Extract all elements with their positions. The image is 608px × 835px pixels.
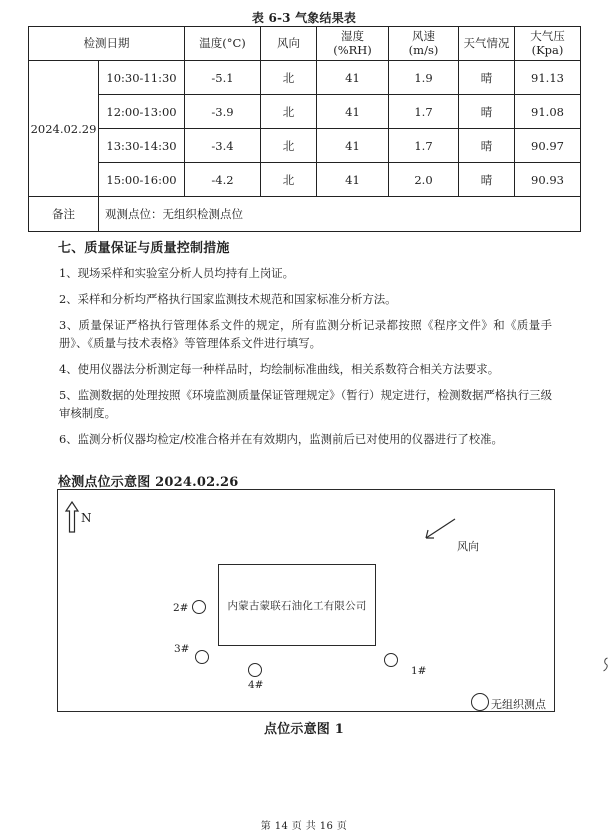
quality-measures-list <box>59 264 552 456</box>
paragraph-item: 5、监测数据的处理按照《环境监测质量保证管理规定》（暂行）规定进行，检测数据严格执行三级审核制度。 <box>59 388 552 420</box>
table-row <box>29 95 581 129</box>
header-date: 检测日期 <box>29 27 185 61</box>
monitoring-point-diagram <box>57 489 555 712</box>
wind-direction-arrow-icon <box>423 517 457 541</box>
edge-mark-icon <box>603 657 608 672</box>
temperature-cell: -3.4 <box>185 129 261 163</box>
remark-label: 备注 <box>29 197 99 232</box>
point-2-marker <box>192 600 206 614</box>
diagram-caption: 点位示意图 1 <box>264 722 344 737</box>
paragraph-item: 4、使用仪器法分析测定每一种样品时，均绘制标准曲线，相关系数符合相关方法要求。 <box>59 362 500 376</box>
wind-direction-label: 风向 <box>457 540 479 553</box>
paragraph-item: 6、监测分析仪器均检定/校准合格并在有效期内，监测前后已对使用的仪器进行了校准。 <box>59 432 503 446</box>
temperature-cell: -5.1 <box>185 61 261 95</box>
time-cell: 12:00-13:00 <box>99 95 185 129</box>
wind-speed-cell: 2.0 <box>389 163 459 197</box>
table-row <box>29 61 581 95</box>
pressure-cell: 91.13 <box>515 61 581 95</box>
table-row <box>29 163 581 197</box>
point-label: 1# <box>411 665 427 677</box>
point-3-marker <box>195 650 209 664</box>
table-header-row <box>29 27 581 61</box>
header-humidity: 湿度 (%RH) <box>317 27 389 61</box>
point-label: 2# <box>173 602 189 614</box>
wind-speed-cell: 1.9 <box>389 61 459 95</box>
page-footer: 第 14 页 共 16 页 <box>260 821 348 832</box>
diagram-title: 检测点位示意图 2024.02.26 <box>58 475 239 490</box>
temperature-cell: -4.2 <box>185 163 261 197</box>
wind-direction-cell: 北 <box>261 61 317 95</box>
wind-direction-cell: 北 <box>261 129 317 163</box>
wind-direction-cell: 北 <box>261 95 317 129</box>
wind-speed-cell: 1.7 <box>389 95 459 129</box>
wind-direction-cell: 北 <box>261 163 317 197</box>
time-cell: 10:30-11:30 <box>99 61 185 95</box>
table-row <box>29 129 581 163</box>
time-cell: 13:30-14:30 <box>99 129 185 163</box>
north-label: N <box>81 511 92 525</box>
pressure-cell: 90.93 <box>515 163 581 197</box>
header-weather: 天气情况 <box>459 27 515 61</box>
legend-label: 无组织测点 <box>491 698 546 711</box>
paragraph-item: 3、质量保证严格执行管理体系文件的规定，所有监测分析记录都按照《程序文件》和《质量手册》、《质量与技术表格》等管理体系文件进行填写。 <box>59 318 552 350</box>
humidity-cell: 41 <box>317 95 389 129</box>
weather-cell: 晴 <box>459 163 515 197</box>
header-wind-speed: 风速 (m/s) <box>389 27 459 61</box>
humidity-cell: 41 <box>317 163 389 197</box>
paragraph-item: 2、采样和分析均严格执行国家监测技术规范和国家标准分析方法。 <box>59 292 397 306</box>
humidity-cell: 41 <box>317 129 389 163</box>
circle-marker-icon <box>471 693 489 711</box>
time-cell: 15:00-16:00 <box>99 163 185 197</box>
remark-row <box>29 197 581 232</box>
weather-cell: 晴 <box>459 95 515 129</box>
temperature-cell: -3.9 <box>185 95 261 129</box>
header-temperature: 温度(°C) <box>185 27 261 61</box>
factory-box <box>218 564 376 646</box>
header-pressure: 大气压 (Kpa) <box>515 27 581 61</box>
weather-cell: 晴 <box>459 129 515 163</box>
point-4-marker <box>248 663 262 677</box>
remark-text: 观测点位：无组织检测点位 <box>99 197 581 232</box>
wind-speed-cell: 1.7 <box>389 129 459 163</box>
weather-results-table <box>28 26 581 232</box>
date-cell: 2024.02.29 <box>29 61 99 197</box>
pressure-cell: 90.97 <box>515 129 581 163</box>
header-wind-direction: 风向 <box>261 27 317 61</box>
factory-name: 内蒙古蒙联石油化工有限公司 <box>227 599 367 612</box>
paragraph-item: 1、现场采样和实验室分析人员均持有上岗证。 <box>59 266 295 280</box>
point-label: 4# <box>248 679 264 691</box>
humidity-cell: 41 <box>317 61 389 95</box>
weather-cell: 晴 <box>459 61 515 95</box>
pressure-cell: 91.08 <box>515 95 581 129</box>
section-title: 七、质量保证与质量控制措施 <box>58 241 230 256</box>
point-label: 3# <box>174 643 190 655</box>
table-title: 表 6-3 气象结果表 <box>251 11 357 25</box>
north-arrow-icon <box>64 501 80 533</box>
point-1-marker <box>384 653 398 667</box>
